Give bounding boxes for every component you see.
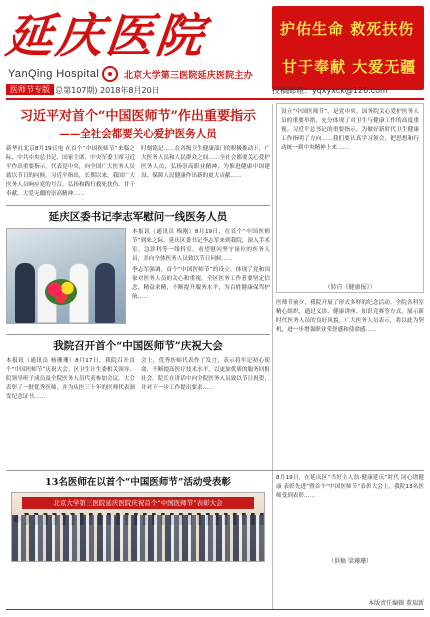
top-rule <box>6 98 424 100</box>
hospital-emblem-icon <box>102 66 118 82</box>
slogan-line2: 甘于奉献 大爱无疆 <box>282 58 417 76</box>
photo-flower-presentation <box>6 228 126 324</box>
article3-body <box>6 357 270 467</box>
commentary-text: 设立“中国医师节”，是党中央、国务院关心爱护医务人员的重要举措，充分体现了对卫生与健康工作的高度重视。习近平总书记的重要指示，为做好新时代卫生健康工作指明了方向……我们要认真学习领会，把思想和行动统一到中央精神上来…… <box>281 109 419 151</box>
article2-col1: 本报讯（通讯员 梅刚）8月19日，在首个“中国医师节”到来之际，延庆区委书记李志军来到我院，深入手术室、急诊科等一线科室，看望慰问坚守岗位的医务人员，并向全体医务人员致以节日问候…… <box>132 229 270 262</box>
bottom-rule <box>6 609 424 610</box>
commendation-body: 8月19日，在延庆区“当好主人翁·健康延庆”时代 同心谱健康 表彰先进”暨首个“中国医师节”表彰大会上，我院13名医师受到表彰…… <box>276 475 424 499</box>
article1-col2: 时刻铭记……在各级卫生健康部门的积极推动下，广大医务人员和人民群众之间……全社会都要关心爱护医务人员，弘扬崇高职业精神，为推进健康中国建设、保障人民健康作出新的更大贡献…… <box>141 146 270 179</box>
section-rule <box>6 334 270 335</box>
affiliation: 北京大学第三医院延庆医院主办 <box>124 71 253 81</box>
article3-col1: 本报讯（通讯员 杨珊珊）8月17日，我院召开首个“中国医师节”庆祝大会。区卫生计生委相关领导、院领导班子成员及全院医务人员代表参加会议。大会表彰了一批优秀医师，并为从医三十年的医师代表颁发纪念证书…… <box>6 358 135 400</box>
slogan-line1: 护佑生命 救死扶伤 <box>280 20 415 38</box>
article3-col2: 会上，优秀医师代表作了发言，表示将牢记初心使命，不断提高医疗技术水平，以更加优质的服务回报社会。院长在讲话中向全院医务人员致以节日祝贺，并对下一步工作提出要求…… <box>141 358 270 391</box>
article1-col1: 新华社北京8月19日电 在首个“中国医师节”来临之际，中共中央总书记、国家主席、中央军委主席习近平作出重要指示，代表党中央，向全国广大医务人员致以节日的问候。习近平指出，长期以来，我国广大医务人员响应党的号召，弘扬和践行救死扶伤、甘于奉献、大爱无疆的崇高精神…… <box>6 146 135 197</box>
flower-bouquet <box>45 279 77 305</box>
photo-group-award <box>11 492 265 562</box>
event-banner: 北京大学第三医院延庆医院庆祝首个“中国医师节”表彰大会 <box>22 497 254 509</box>
masthead <box>0 0 430 102</box>
article-party-secretary-visit <box>6 209 270 330</box>
article2-body <box>6 228 270 330</box>
headline-commendation: 13名医师在以首个“中国医师节”活动受表彰 <box>45 477 231 488</box>
article2-text <box>132 228 270 330</box>
commentary-source: （转自《健康报》） <box>324 284 376 291</box>
newspaper-title: 延庆医院 <box>3 9 209 64</box>
subheadline-xi-instruction: ——全社会都要关心爱护医务人员 <box>59 128 217 140</box>
slogan-box <box>272 6 424 90</box>
headline-celebration: 我院召开首个“中国医师节”庆祝大会 <box>53 340 223 352</box>
article1-body <box>6 145 270 201</box>
article-xi-instruction <box>6 105 270 201</box>
article2-photo-wrap <box>6 228 126 330</box>
article-celebration-meeting <box>6 338 270 467</box>
logo-block <box>3 8 272 81</box>
right-column-article: 医师节前夕，我院开展了形式多样的纪念活动。全院各科室精心组织，通过义诊、健康讲座、知识竞赛等方式，展示新时代医务人员的良好风貌。广大医务人员表示，将以此为契机，进一步增强职业荣誉感和使命感…… <box>276 300 424 333</box>
left-column <box>6 103 270 467</box>
right-column <box>276 103 424 449</box>
article-commendation <box>6 466 424 565</box>
issue-info: (总第107期) 2018年8月20日 <box>52 86 160 95</box>
section-rule <box>6 470 424 471</box>
issue-tag: 医师节专版 <box>6 84 54 95</box>
english-name: YanQing Hospital <box>8 68 100 80</box>
editor-credit: 本版责任编辑 董瑞新 <box>368 600 424 607</box>
article2-col2: 李志军强调，首个“中国医师节”的设立，体现了党和国家对医务人员的关心和重视。全区医务工作者要坚定信念，精益求精，不断提升服务水平，为百姓健康保驾护航…… <box>132 267 270 300</box>
section-rule <box>6 205 270 206</box>
headline-secretary-visit: 延庆区委书记李志军慰问一线医务人员 <box>48 211 228 223</box>
issue-bar <box>6 83 424 97</box>
headline-xi-instruction: 习近平对首个“中国医师节”作出重要指示 <box>20 109 256 124</box>
commendation-author: （供稿 梁珊珊） <box>328 558 372 565</box>
submission-email: 投稿邮箱：yqxyxck@126.com <box>272 86 388 95</box>
commentary-box <box>276 103 424 293</box>
